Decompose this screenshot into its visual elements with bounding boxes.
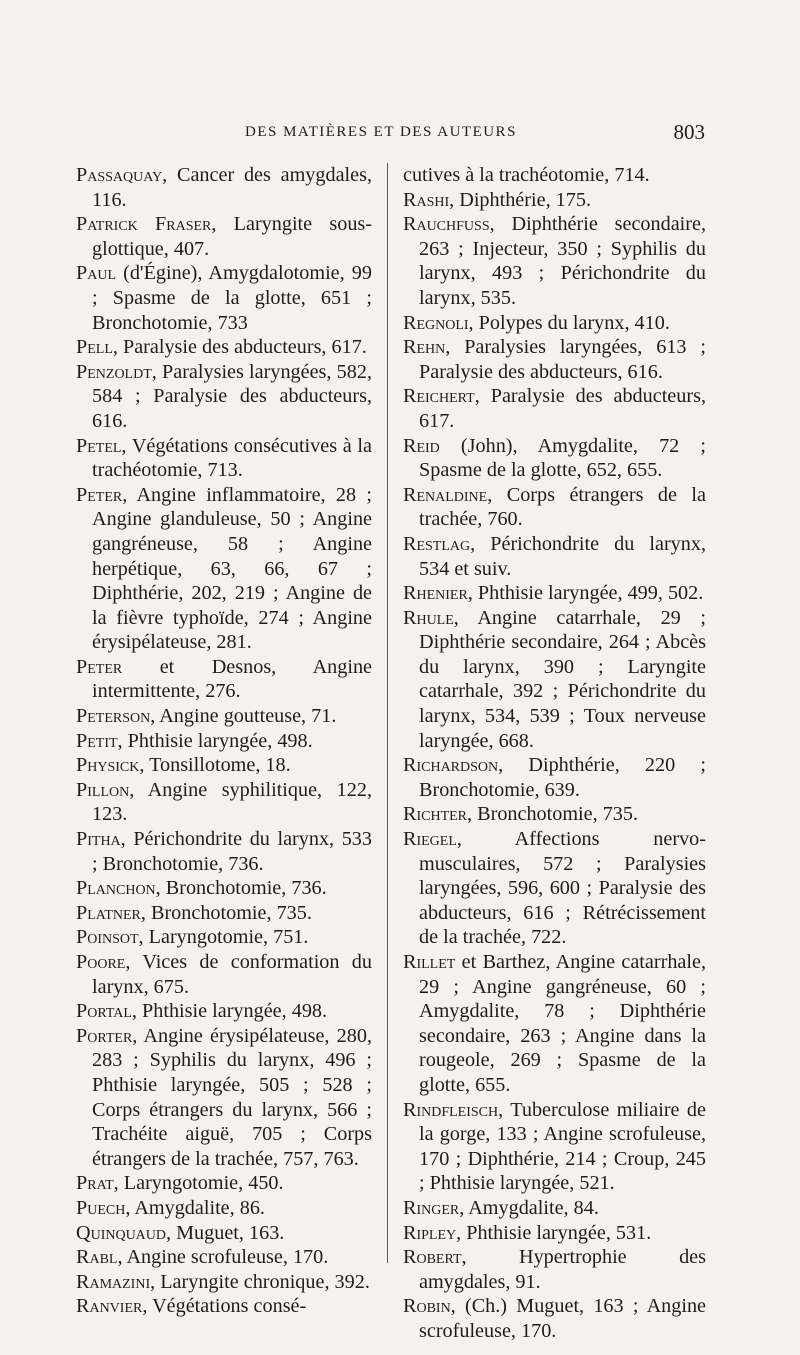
- index-entry: [403, 950, 706, 1098]
- index-entry: [76, 1024, 372, 1172]
- index-entry: [76, 1270, 372, 1295]
- entry-references: Phthisie laryngée, 531.: [461, 1221, 652, 1244]
- author-name: Passaquay,: [76, 164, 168, 186]
- author-name: Robin,: [403, 1295, 456, 1318]
- entry-references: Phthisie laryngée, 499, 502.: [472, 582, 704, 605]
- index-entry: [76, 163, 372, 212]
- author-name: Puech,: [76, 1196, 131, 1219]
- entry-references: et Desnos, Angine intermittente, 276.: [92, 655, 372, 703]
- author-name: Paul: [76, 262, 116, 285]
- index-entry: [403, 827, 706, 950]
- entry-references: Angine catarrhale, 29 ; Diphthérie secondaire, 264 ; Abcès du larynx, 390 ; Laryngite catarrhale, 392 ; Périchondrite du larynx, 534, 539 ; Toux nerveuse laryngée, 668.: [419, 606, 706, 752]
- entry-references: Angine scrofuleuse, 170.: [122, 1246, 329, 1269]
- author-name: Rehn,: [403, 336, 451, 359]
- author-name: Prat,: [76, 1172, 119, 1195]
- index-entry: [76, 876, 372, 901]
- author-name: Pitha,: [76, 828, 126, 851]
- author-name: Renaldine,: [403, 483, 493, 506]
- index-entry: [403, 335, 706, 384]
- author-name: Rillet: [403, 951, 456, 973]
- index-entry: [76, 655, 372, 704]
- entry-references: cutives à la trachéotomie, 714.: [403, 164, 650, 186]
- author-name: Portal,: [76, 1000, 137, 1023]
- index-entry: [403, 483, 706, 532]
- entry-references: Vices de conformation du larynx, 675.: [92, 951, 372, 998]
- entry-references: Diphthérie secondaire, 263 ; Injecteur, 350 ; Syphilis du larynx, 493 ; Périchondrite du larynx, 535.: [419, 213, 706, 309]
- index-entry: [76, 1245, 372, 1270]
- index-entry: [76, 1171, 372, 1196]
- index-entry: [403, 212, 706, 310]
- author-name: Rashi,: [403, 188, 455, 211]
- entry-references: Laryngite chronique, 392.: [155, 1270, 370, 1293]
- author-name: Robert,: [403, 1246, 467, 1269]
- index-entry: [403, 1221, 706, 1246]
- author-name: Rindfleisch,: [403, 1098, 504, 1121]
- author-name: Reichert,: [403, 385, 480, 408]
- entry-references: Cancer des amygdales, 116.: [92, 164, 372, 211]
- author-name: Richardson,: [403, 754, 504, 777]
- index-entry: [76, 729, 372, 754]
- author-name: Ranvier,: [76, 1295, 148, 1318]
- entry-references: Phthisie laryngée, 498.: [136, 1000, 328, 1023]
- page-number: 803: [673, 120, 705, 144]
- author-name: Peterson,: [76, 705, 156, 728]
- index-entry: [403, 1098, 706, 1196]
- entry-references: Diphthérie, 175.: [454, 188, 591, 211]
- index-entry: [76, 261, 372, 335]
- author-name: Ramazini,: [76, 1270, 156, 1293]
- entry-references: Périchondrite du larynx, 533 ; Bronchotomie, 736.: [92, 828, 372, 875]
- author-name: Platner,: [76, 901, 146, 924]
- entry-references: Polypes du larynx, 410.: [473, 311, 670, 334]
- index-entry: [76, 753, 372, 778]
- author-name: Ringer,: [403, 1196, 465, 1219]
- index-entry: [403, 532, 706, 581]
- index-entry: [76, 827, 372, 876]
- author-name: Peter: [76, 655, 123, 678]
- index-entry: [403, 802, 706, 827]
- author-name: Pell,: [76, 336, 118, 359]
- index-entry: [76, 1294, 372, 1319]
- index-entry: [403, 581, 706, 606]
- entry-references: Amygdalite, 86.: [130, 1196, 265, 1219]
- author-name: Petel,: [76, 434, 127, 457]
- index-entry: [403, 163, 706, 188]
- author-name: Regnoli,: [403, 311, 474, 334]
- entry-references: et Barthez, Angine catarrhale, 29 ; Angine gangréneuse, 60 ; Amygdalite, 78 ; Diphthérie secondaire, 263 ; Angine dans la rougeole, 269 ; Spasme de la glotte, 655.: [419, 951, 706, 1096]
- index-entry: [403, 1196, 706, 1221]
- index-entry: [76, 950, 372, 999]
- index-entry: [76, 360, 372, 434]
- running-title: DES MATIÈRES ET DES AUTEURS: [245, 124, 517, 140]
- entry-references: Angine syphilitique, 122, 123.: [92, 778, 372, 826]
- entry-references: Diphthérie, 220 ; Bronchotomie, 639.: [419, 754, 706, 801]
- left-column: [76, 163, 372, 1319]
- entry-references: Bronchotomie, 735.: [145, 901, 312, 924]
- index-entry: [76, 925, 372, 950]
- index-entry: [403, 606, 706, 754]
- author-name: Poinsot,: [76, 926, 144, 949]
- author-name: Poore,: [76, 951, 131, 973]
- index-entry: [76, 1196, 372, 1221]
- page-header: [75, 120, 705, 150]
- entry-references: Périchondrite du larynx, 534 et suiv.: [419, 532, 706, 580]
- index-entry: [76, 901, 372, 926]
- entry-references: Végétations consé-: [147, 1295, 307, 1318]
- index-entry: [403, 1245, 706, 1294]
- author-name: Petit,: [76, 729, 123, 752]
- index-entry: [76, 999, 372, 1024]
- author-name: Patrick Fraser,: [76, 213, 217, 236]
- index-entry: [76, 335, 372, 360]
- entry-references: Tuberculose miliaire de la gorge, 133 ; Angine scrofuleuse, 170 ; Diphthérie, 214 ; Croup, 245 ; Phthisie laryngée, 521.: [419, 1098, 706, 1195]
- index-entry: [403, 434, 706, 483]
- index-entry: [76, 483, 372, 655]
- author-name: Rabl,: [76, 1246, 123, 1269]
- entry-references: Paralysie des abducteurs, 617.: [117, 336, 367, 359]
- index-entry: [403, 753, 706, 802]
- entry-references: (d'Égine), Amygdalotomie, 99 ; Spasme de la glotte, 651 ; Bronchotomie, 733: [92, 262, 372, 334]
- entry-references: Végétations consécutives à la trachéotomie, 713.: [92, 434, 372, 482]
- author-name: Rauchfuss,: [403, 213, 495, 236]
- author-name: Pillon,: [76, 778, 135, 801]
- index-entry: [76, 704, 372, 729]
- author-name: Penzoldt,: [76, 360, 157, 383]
- author-name: Rhule,: [403, 606, 459, 629]
- author-name: Quinquaud,: [76, 1221, 172, 1244]
- index-entry: [76, 1221, 372, 1246]
- entry-references: Paralysies laryngées, 582, 584 ; Paralysie des abducteurs, 616.: [92, 360, 372, 432]
- index-entry: [403, 188, 706, 213]
- entry-references: Bronchotomie, 735.: [472, 803, 639, 826]
- index-entry: [403, 384, 706, 433]
- entry-references: Bronchotomie, 736.: [160, 877, 327, 900]
- author-name: Porter,: [76, 1024, 138, 1047]
- author-name: Planchon,: [76, 877, 161, 900]
- entry-references: Paralysie des abducteurs, 617.: [419, 385, 706, 432]
- author-name: Riegel,: [403, 828, 462, 851]
- entry-references: Angine inflammatoire, 28 ; Angine glanduleuse, 50 ; Angine gangréneuse, 58 ; Angine herpétique, 63, 66, 67 ; Diphthérie, 202, 219 ; Angine de la fièvre typhoïde, 274 ; Angine érysipélateuse, 281.: [92, 483, 372, 654]
- index-entry: [76, 434, 372, 483]
- entry-references: Laryngotomie, 751.: [143, 926, 309, 949]
- entry-references: Angine goutteuse, 71.: [155, 705, 337, 728]
- entry-references: (Ch.) Muguet, 163 ; Angine scrofuleuse, 170.: [419, 1295, 706, 1342]
- author-name: Richter,: [403, 803, 473, 826]
- index-entry: [76, 778, 372, 827]
- author-name: Rhenier,: [403, 582, 473, 605]
- entry-references: Tonsillotome, 18.: [144, 754, 291, 777]
- entry-references: Laryngite sous-glottique, 407.: [92, 213, 372, 260]
- entry-references: Paralysies laryngées, 613 ; Paralysie des abducteurs, 616.: [419, 336, 706, 383]
- author-name: Reid: [403, 434, 440, 457]
- entry-references: Laryngotomie, 450.: [118, 1172, 284, 1195]
- column-divider: [387, 163, 388, 1263]
- entry-references: Angine érysipélateuse, 280, 283 ; Syphilis du larynx, 496 ; Phthisie laryngée, 505 ; 528 ; Corps étrangers du larynx, 566 ; Trachéite aiguë, 705 ; Corps étrangers de la trachée, 757, 763.: [92, 1024, 372, 1170]
- entry-references: Muguet, 163.: [171, 1221, 285, 1244]
- entry-references: (John), Amygdalite, 72 ; Spasme de la glotte, 652, 655.: [419, 434, 706, 482]
- entry-references: Corps étrangers de la trachée, 760.: [419, 483, 706, 531]
- author-name: Physick,: [76, 754, 145, 777]
- entry-references: Affections nervo-musculaires, 572 ; Paralysies laryngées, 596, 600 ; Paralysie des abducteurs, 616 ; Rétrécissement de la trachée, 722.: [419, 828, 706, 949]
- index-entry: [403, 311, 706, 336]
- right-column: [403, 163, 706, 1344]
- index-entry: [76, 212, 372, 261]
- author-name: Peter,: [76, 483, 128, 506]
- author-name: Restlag,: [403, 532, 476, 555]
- index-entry: [403, 1294, 706, 1343]
- entry-references: Amygdalite, 84.: [464, 1196, 599, 1219]
- entry-references: Hypertrophie des amygdales, 91.: [419, 1246, 706, 1293]
- author-name: Ripley,: [403, 1221, 462, 1244]
- entry-references: Phthisie laryngée, 498.: [122, 729, 313, 752]
